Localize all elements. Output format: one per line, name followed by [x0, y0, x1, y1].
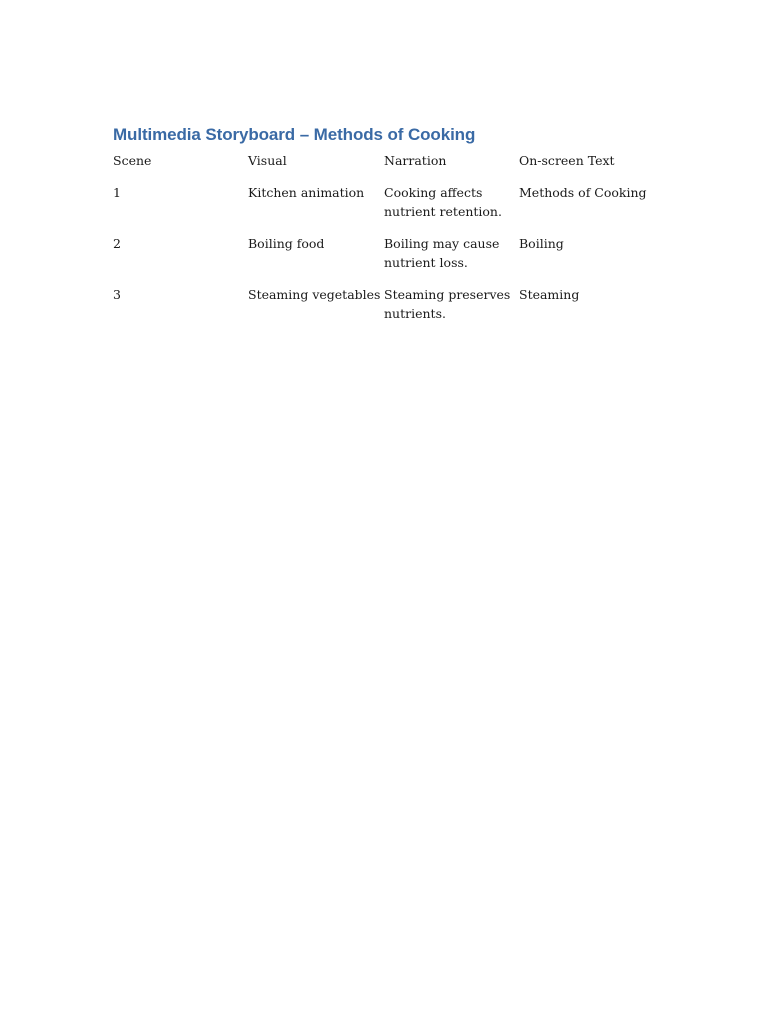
storyboard-table	[113, 151, 656, 336]
header-narration: Narration	[384, 153, 447, 168]
cell-visual: Steaming vegetables	[248, 287, 381, 302]
cell-scene: 2	[113, 236, 121, 251]
cell-on-screen-text: Steaming	[519, 287, 580, 302]
cell-scene: 1	[113, 185, 121, 200]
document-page	[113, 124, 673, 336]
cell-scene: 3	[113, 287, 121, 302]
table-row	[113, 285, 656, 336]
header-on-screen-text: On-screen Text	[519, 153, 615, 168]
table-row	[113, 234, 656, 285]
table-row	[113, 183, 656, 234]
document-title: Multimedia Storyboard – Methods of Cooking	[113, 125, 476, 144]
header-visual: Visual	[248, 153, 287, 168]
cell-narration: Steaming preserves nutrients.	[384, 287, 511, 321]
cell-narration: Cooking affects nutrient retention.	[384, 185, 502, 219]
cell-on-screen-text: Boiling	[519, 236, 564, 251]
table-header-row	[113, 151, 656, 183]
cell-visual: Kitchen animation	[248, 185, 365, 200]
cell-visual: Boiling food	[248, 236, 325, 251]
cell-on-screen-text: Methods of Cooking	[519, 185, 647, 200]
header-scene: Scene	[113, 153, 152, 168]
cell-narration: Boiling may cause nutrient loss.	[384, 236, 500, 270]
